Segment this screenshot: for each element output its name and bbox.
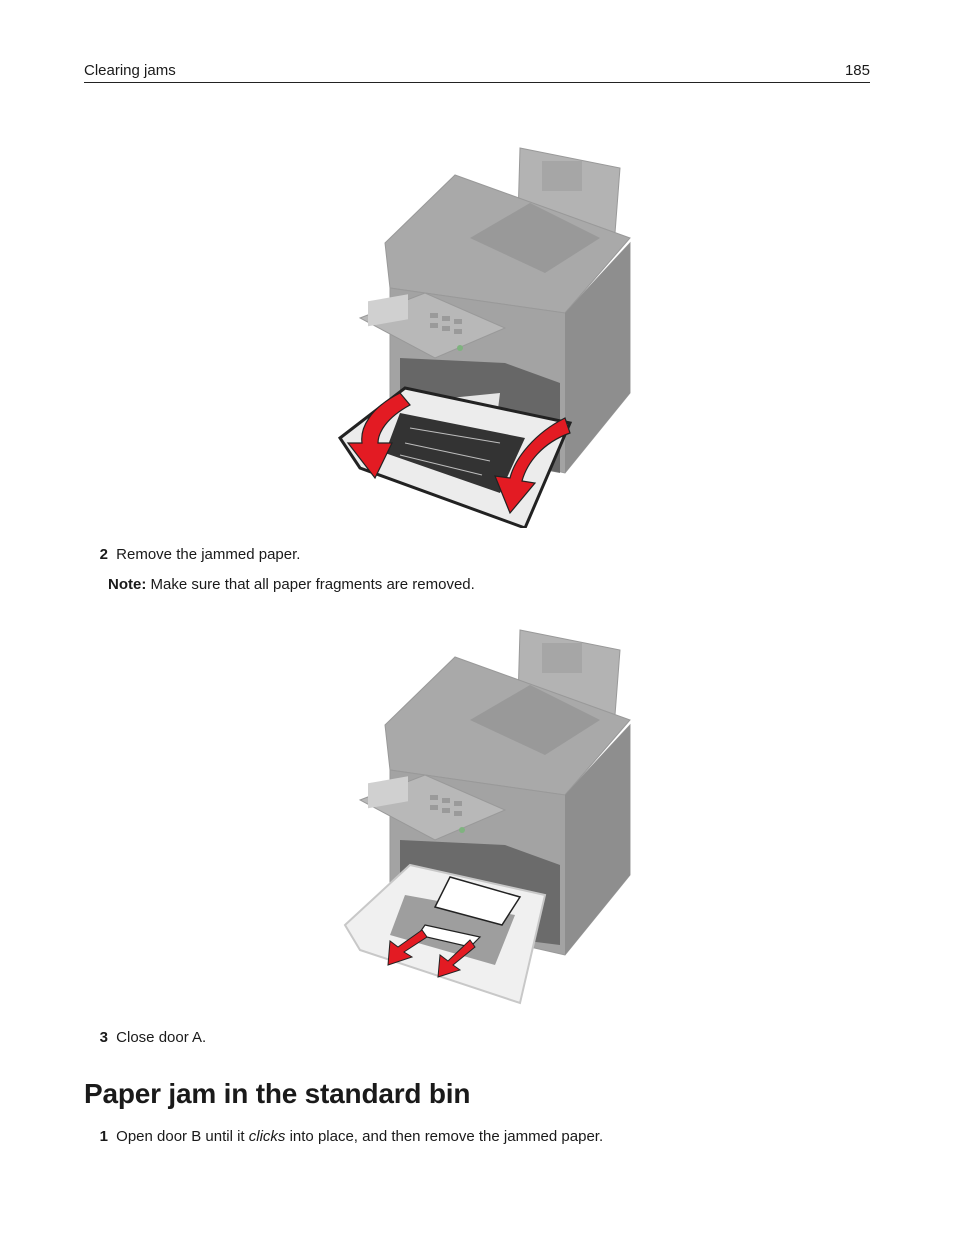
step-text: Close door A. [116,1029,207,1046]
printer-door-open-illustration [330,143,640,528]
page-number: 185 [844,62,870,79]
step-number: 2 [99,546,108,563]
step-text-part: into place, and then remove the jammed paper. [285,1128,604,1145]
step-text-emphasis: clicks [248,1128,286,1145]
note-label: Note: [108,576,147,593]
note [108,575,475,595]
step-text: Remove the jammed paper. [116,546,301,563]
step-3 [84,1028,206,1048]
printer-remove-paper-svg [330,625,640,1010]
step-2 [84,545,300,565]
note-text: Make sure that all paper fragments are removed. [146,576,475,593]
page-header [84,60,870,83]
step-number: 1 [99,1128,108,1145]
printer-remove-paper-illustration [330,625,640,1010]
step-number: 3 [99,1029,108,1046]
section-heading: Paper jam in the standard bin [84,1078,471,1109]
step-text [116,1127,603,1147]
section-title-header: Clearing jams [84,62,176,79]
step-text-part: Open door B until it [116,1128,249,1145]
printer-door-open-svg [330,143,640,528]
step-1 [84,1127,603,1147]
